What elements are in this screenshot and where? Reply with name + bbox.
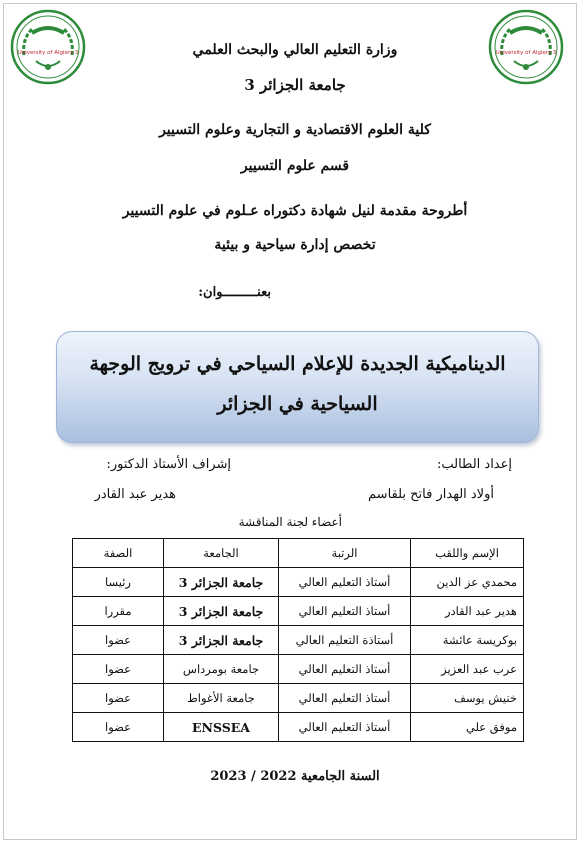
member-name: بوكريسة عائشة bbox=[411, 626, 524, 655]
logo-caption-right: University of Algiers 3 bbox=[495, 50, 557, 56]
member-university: جامعة الجزائر 3 bbox=[164, 626, 279, 655]
document-page bbox=[3, 3, 577, 840]
member-role: عضوا bbox=[73, 626, 164, 655]
member-name: عرب عبد العزيز bbox=[411, 655, 524, 684]
member-role: عضوا bbox=[73, 713, 164, 742]
member-rank: أستاذ التعليم العالي bbox=[279, 597, 411, 626]
member-university: جامعة الأغواط bbox=[164, 684, 279, 713]
thesis-type: أطروحة مقدمة لنيل شهادة دكتوراه عـلوم في علوم التسيير bbox=[122, 203, 468, 219]
header-role: الصفة bbox=[73, 539, 164, 568]
member-rank: أستاذ التعليم العالي bbox=[279, 568, 411, 597]
member-name: موفق علي bbox=[411, 713, 524, 742]
specialty: تخصص إدارة سياحية و بيئية bbox=[214, 237, 376, 253]
committee-caption: أعضاء لجنة المناقشة bbox=[238, 515, 342, 529]
ministry-name: وزارة التعليم العالي والبحث العلمي bbox=[192, 42, 398, 58]
committee-table bbox=[72, 538, 524, 742]
member-name: خنيش يوسف bbox=[411, 684, 524, 713]
member-university: جامعة الجزائر 3 bbox=[164, 597, 279, 626]
department-name: قسم علوم التسيير bbox=[240, 158, 350, 174]
member-rank: أستاذ التعليم العالي bbox=[279, 684, 411, 713]
table-header-row bbox=[73, 539, 524, 568]
member-role: رئيسا bbox=[73, 568, 164, 597]
member-rank: أستاذ التعليم العالي bbox=[279, 713, 411, 742]
member-role: عضوا bbox=[73, 655, 164, 684]
table-row bbox=[73, 684, 524, 713]
supervisor-label: إشراف الأستاذ الدكتور: bbox=[106, 457, 231, 472]
prepared-by-label: إعداد الطالب: bbox=[436, 457, 512, 472]
member-name: محمدي عز الدين bbox=[411, 568, 524, 597]
table-row bbox=[73, 568, 524, 597]
academic-year: السنة الجامعية 2022 / 2023 bbox=[210, 769, 380, 784]
thesis-title bbox=[67, 344, 528, 424]
member-rank: أستاذة التعليم العالي bbox=[279, 626, 411, 655]
university-name: جامعة الجزائر 3 bbox=[244, 76, 346, 94]
thesis-title-line-2: السياحية في الجزائر bbox=[217, 393, 378, 415]
student-name: أولاد الهدار فاتح بلقاسم bbox=[368, 487, 494, 502]
table-row bbox=[73, 713, 524, 742]
supervisor-name: هدير عبد القادر bbox=[94, 487, 176, 502]
thesis-title-box bbox=[56, 331, 539, 443]
table-row bbox=[73, 655, 524, 684]
logo-caption-left: University of Algiers 3 bbox=[17, 50, 79, 56]
member-role: مقررا bbox=[73, 597, 164, 626]
member-name: هدير عبد القادر bbox=[411, 597, 524, 626]
title-label: بعنـــــــــوان: bbox=[198, 285, 271, 300]
header-university: الجامعة bbox=[164, 539, 279, 568]
header-name: الإسم واللقب bbox=[411, 539, 524, 568]
member-rank: أستاذ التعليم العالي bbox=[279, 655, 411, 684]
table-row bbox=[73, 626, 524, 655]
thesis-title-line-1: الديناميكية الجديدة للإعلام السياحي في ترويج الوجهة bbox=[89, 353, 506, 375]
header-rank: الرتبة bbox=[279, 539, 411, 568]
member-university: ENSSEA bbox=[164, 713, 279, 742]
faculty-name: كلية العلوم الاقتصادية و التجارية وعلوم التسيير bbox=[159, 122, 431, 138]
table-row bbox=[73, 597, 524, 626]
member-university: جامعة الجزائر 3 bbox=[164, 568, 279, 597]
member-role: عضوا bbox=[73, 684, 164, 713]
member-university: جامعة بومرداس bbox=[164, 655, 279, 684]
